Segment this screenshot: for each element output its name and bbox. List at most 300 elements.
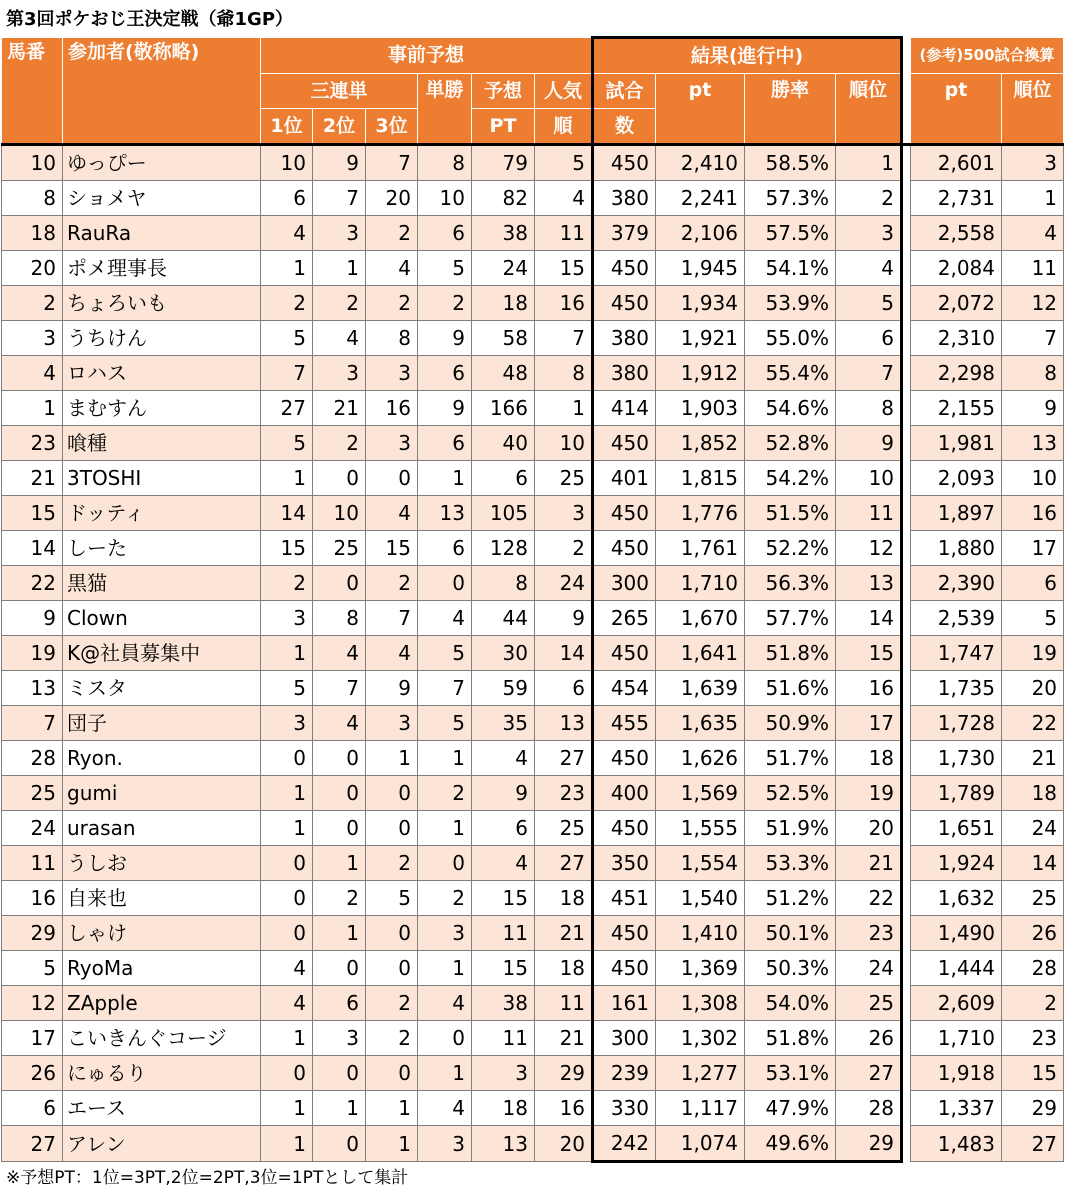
cell-trifecta-3: 2 (366, 566, 418, 601)
cell-win-rate: 51.5% (745, 496, 836, 531)
cell-popularity: 3 (535, 496, 593, 531)
cell-gap (902, 916, 911, 951)
cell-gap (902, 636, 911, 671)
cell-trifecta-3: 2 (366, 286, 418, 321)
cell-name: ドッティ (63, 496, 261, 531)
cell-gap (902, 426, 911, 461)
cell-num: 20 (2, 251, 63, 286)
cell-win-rate: 54.2% (745, 461, 836, 496)
cell-games: 380 (593, 181, 656, 216)
cell-ref-rank: 13 (1002, 426, 1064, 461)
cell-name: RyoMa (63, 951, 261, 986)
table-row (2, 741, 1064, 776)
cell-popularity: 10 (535, 426, 593, 461)
cell-num: 1 (2, 391, 63, 426)
cell-result-pt: 1,639 (656, 671, 745, 706)
cell-trifecta-2: 8 (313, 601, 366, 636)
cell-rank: 12 (836, 531, 902, 566)
header-gap (902, 38, 911, 145)
header-result: 結果(進行中) (593, 38, 902, 74)
cell-ref-pt: 2,310 (911, 321, 1002, 356)
cell-forecast-pt: 8 (472, 566, 535, 601)
cell-trifecta-2: 10 (313, 496, 366, 531)
cell-ref-rank: 23 (1002, 1021, 1064, 1056)
cell-trifecta-3: 2 (366, 846, 418, 881)
cell-trifecta-1: 1 (261, 776, 313, 811)
cell-win-rate: 49.6% (745, 1126, 836, 1162)
cell-gap (902, 846, 911, 881)
cell-name: Ryon. (63, 741, 261, 776)
cell-trifecta-1: 4 (261, 951, 313, 986)
cell-num: 6 (2, 1091, 63, 1126)
table-row (2, 391, 1064, 426)
cell-trifecta-3: 0 (366, 951, 418, 986)
cell-forecast-pt: 6 (472, 811, 535, 846)
cell-ref-pt: 2,731 (911, 181, 1002, 216)
cell-forecast-pt: 15 (472, 951, 535, 986)
cell-rank: 10 (836, 461, 902, 496)
cell-forecast-pt: 4 (472, 846, 535, 881)
header-games-bottom: 数 (593, 109, 656, 145)
cell-forecast-pt: 6 (472, 461, 535, 496)
cell-name: ゆっぴー (63, 145, 261, 181)
cell-ref-rank: 25 (1002, 881, 1064, 916)
cell-trifecta-2: 7 (313, 181, 366, 216)
cell-games: 450 (593, 741, 656, 776)
cell-trifecta-2: 2 (313, 286, 366, 321)
cell-popularity: 16 (535, 1091, 593, 1126)
cell-num: 17 (2, 1021, 63, 1056)
table-row (2, 601, 1064, 636)
cell-gap (902, 706, 911, 741)
cell-popularity: 27 (535, 846, 593, 881)
cell-ref-pt: 1,490 (911, 916, 1002, 951)
cell-trifecta-3: 0 (366, 1056, 418, 1091)
cell-gap (902, 811, 911, 846)
cell-games: 454 (593, 671, 656, 706)
cell-popularity: 24 (535, 566, 593, 601)
cell-rank: 4 (836, 251, 902, 286)
cell-gap (902, 216, 911, 251)
cell-name: まむすん (63, 391, 261, 426)
cell-result-pt: 1,852 (656, 426, 745, 461)
cell-win: 1 (418, 461, 472, 496)
cell-ref-pt: 1,735 (911, 671, 1002, 706)
cell-trifecta-2: 4 (313, 321, 366, 356)
cell-trifecta-1: 0 (261, 741, 313, 776)
cell-num: 7 (2, 706, 63, 741)
cell-popularity: 18 (535, 881, 593, 916)
table-row (2, 1021, 1064, 1056)
cell-trifecta-2: 3 (313, 1021, 366, 1056)
cell-win: 5 (418, 706, 472, 741)
cell-win-rate: 53.1% (745, 1056, 836, 1091)
cell-result-pt: 1,710 (656, 566, 745, 601)
cell-rank: 3 (836, 216, 902, 251)
cell-trifecta-1: 3 (261, 706, 313, 741)
cell-rank: 24 (836, 951, 902, 986)
cell-forecast-pt: 40 (472, 426, 535, 461)
cell-trifecta-2: 1 (313, 916, 366, 951)
cell-games: 455 (593, 706, 656, 741)
cell-name: 自来也 (63, 881, 261, 916)
cell-ref-rank: 28 (1002, 951, 1064, 986)
header-p1: 1位 (261, 109, 313, 145)
cell-trifecta-3: 0 (366, 461, 418, 496)
cell-win-rate: 52.8% (745, 426, 836, 461)
cell-games: 450 (593, 636, 656, 671)
cell-ref-pt: 1,632 (911, 881, 1002, 916)
cell-win-rate: 51.8% (745, 1021, 836, 1056)
cell-ref-rank: 29 (1002, 1091, 1064, 1126)
table-row (2, 286, 1064, 321)
cell-trifecta-2: 2 (313, 426, 366, 461)
cell-popularity: 20 (535, 1126, 593, 1162)
cell-gap (902, 496, 911, 531)
table-row (2, 426, 1064, 461)
header-pt: pt (656, 74, 745, 145)
cell-trifecta-2: 0 (313, 741, 366, 776)
cell-ref-pt: 1,981 (911, 426, 1002, 461)
header-num: 馬番 (2, 38, 63, 145)
cell-win: 0 (418, 566, 472, 601)
cell-num: 11 (2, 846, 63, 881)
cell-trifecta-1: 27 (261, 391, 313, 426)
cell-popularity: 1 (535, 391, 593, 426)
cell-trifecta-3: 0 (366, 916, 418, 951)
cell-num: 4 (2, 356, 63, 391)
cell-ref-rank: 4 (1002, 216, 1064, 251)
cell-games: 400 (593, 776, 656, 811)
cell-popularity: 25 (535, 461, 593, 496)
cell-result-pt: 1,635 (656, 706, 745, 741)
cell-result-pt: 1,302 (656, 1021, 745, 1056)
cell-rank: 1 (836, 145, 902, 181)
cell-games: 450 (593, 286, 656, 321)
table-row (2, 1091, 1064, 1126)
cell-name: うちけん (63, 321, 261, 356)
cell-win: 13 (418, 496, 472, 531)
cell-result-pt: 1,815 (656, 461, 745, 496)
cell-trifecta-2: 4 (313, 706, 366, 741)
cell-num: 5 (2, 951, 63, 986)
cell-result-pt: 1,540 (656, 881, 745, 916)
cell-popularity: 9 (535, 601, 593, 636)
cell-trifecta-3: 20 (366, 181, 418, 216)
cell-popularity: 13 (535, 706, 593, 741)
cell-trifecta-2: 3 (313, 356, 366, 391)
cell-trifecta-2: 25 (313, 531, 366, 566)
header-games-top: 試合 (593, 74, 656, 109)
cell-ref-rank: 5 (1002, 601, 1064, 636)
cell-rank: 9 (836, 426, 902, 461)
cell-trifecta-1: 2 (261, 286, 313, 321)
cell-num: 29 (2, 916, 63, 951)
cell-games: 380 (593, 356, 656, 391)
table-row (2, 356, 1064, 391)
cell-games: 161 (593, 986, 656, 1021)
cell-name: ZApple (63, 986, 261, 1021)
cell-trifecta-1: 0 (261, 1056, 313, 1091)
cell-win: 7 (418, 671, 472, 706)
cell-ref-pt: 1,789 (911, 776, 1002, 811)
cell-trifecta-3: 0 (366, 811, 418, 846)
cell-win-rate: 54.0% (745, 986, 836, 1021)
cell-num: 13 (2, 671, 63, 706)
cell-win-rate: 52.2% (745, 531, 836, 566)
cell-trifecta-1: 0 (261, 916, 313, 951)
cell-gap (902, 671, 911, 706)
cell-name: アレン (63, 1126, 261, 1162)
cell-trifecta-2: 3 (313, 216, 366, 251)
cell-win-rate: 58.5% (745, 145, 836, 181)
cell-forecast-pt: 79 (472, 145, 535, 181)
cell-win: 1 (418, 1056, 472, 1091)
standings-table (1, 36, 1064, 1163)
cell-win-rate: 54.1% (745, 251, 836, 286)
cell-rank: 11 (836, 496, 902, 531)
cell-popularity: 2 (535, 531, 593, 566)
cell-games: 450 (593, 496, 656, 531)
cell-name: gumi (63, 776, 261, 811)
cell-num: 22 (2, 566, 63, 601)
cell-forecast-pt: 59 (472, 671, 535, 706)
cell-win-rate: 55.4% (745, 356, 836, 391)
cell-rank: 25 (836, 986, 902, 1021)
cell-win-rate: 53.9% (745, 286, 836, 321)
table-row (2, 811, 1064, 846)
cell-num: 2 (2, 286, 63, 321)
cell-trifecta-2: 0 (313, 811, 366, 846)
cell-win-rate: 51.2% (745, 881, 836, 916)
cell-num: 23 (2, 426, 63, 461)
cell-forecast-pt: 18 (472, 286, 535, 321)
cell-popularity: 11 (535, 986, 593, 1021)
cell-ref-rank: 10 (1002, 461, 1064, 496)
footnote: ※予想PT：1位=3PT,2位=2PT,3位=1PTとして集計 (6, 1168, 409, 1188)
cell-trifecta-1: 2 (261, 566, 313, 601)
cell-trifecta-2: 21 (313, 391, 366, 426)
cell-trifecta-1: 3 (261, 601, 313, 636)
cell-trifecta-2: 2 (313, 881, 366, 916)
cell-games: 300 (593, 1021, 656, 1056)
cell-num: 10 (2, 145, 63, 181)
cell-win-rate: 55.0% (745, 321, 836, 356)
table-row (2, 216, 1064, 251)
cell-ref-rank: 9 (1002, 391, 1064, 426)
cell-games: 242 (593, 1126, 656, 1162)
cell-trifecta-1: 1 (261, 461, 313, 496)
cell-forecast-pt: 11 (472, 1021, 535, 1056)
cell-win: 4 (418, 986, 472, 1021)
cell-ref-rank: 21 (1002, 741, 1064, 776)
cell-gap (902, 1126, 911, 1162)
cell-win: 5 (418, 636, 472, 671)
cell-win: 8 (418, 145, 472, 181)
cell-trifecta-2: 0 (313, 951, 366, 986)
table-row (2, 916, 1064, 951)
cell-ref-rank: 12 (1002, 286, 1064, 321)
cell-win-rate: 57.5% (745, 216, 836, 251)
cell-forecast-pt: 48 (472, 356, 535, 391)
cell-result-pt: 1,945 (656, 251, 745, 286)
cell-trifecta-1: 0 (261, 846, 313, 881)
cell-ref-rank: 7 (1002, 321, 1064, 356)
cell-ref-pt: 2,084 (911, 251, 1002, 286)
cell-ref-rank: 24 (1002, 811, 1064, 846)
cell-trifecta-2: 1 (313, 1091, 366, 1126)
table-row (2, 566, 1064, 601)
cell-rank: 5 (836, 286, 902, 321)
cell-result-pt: 1,569 (656, 776, 745, 811)
cell-win: 6 (418, 356, 472, 391)
cell-result-pt: 1,934 (656, 286, 745, 321)
cell-name: 喰種 (63, 426, 261, 461)
cell-games: 450 (593, 426, 656, 461)
cell-games: 450 (593, 951, 656, 986)
cell-win: 6 (418, 216, 472, 251)
header-ref-rank: 順位 (1002, 74, 1064, 145)
cell-rank: 8 (836, 391, 902, 426)
cell-ref-rank: 3 (1002, 145, 1064, 181)
cell-rank: 20 (836, 811, 902, 846)
cell-ref-pt: 1,337 (911, 1091, 1002, 1126)
cell-popularity: 5 (535, 145, 593, 181)
cell-popularity: 6 (535, 671, 593, 706)
cell-num: 8 (2, 181, 63, 216)
cell-win-rate: 51.8% (745, 636, 836, 671)
cell-result-pt: 1,308 (656, 986, 745, 1021)
cell-trifecta-3: 16 (366, 391, 418, 426)
cell-result-pt: 1,410 (656, 916, 745, 951)
cell-trifecta-2: 0 (313, 1056, 366, 1091)
cell-result-pt: 1,912 (656, 356, 745, 391)
header-win-rate: 勝率 (745, 74, 836, 145)
cell-ref-rank: 14 (1002, 846, 1064, 881)
cell-trifecta-3: 7 (366, 145, 418, 181)
cell-ref-rank: 27 (1002, 1126, 1064, 1162)
cell-ref-rank: 18 (1002, 776, 1064, 811)
cell-win-rate: 53.3% (745, 846, 836, 881)
cell-ref-pt: 1,924 (911, 846, 1002, 881)
cell-trifecta-1: 6 (261, 181, 313, 216)
table-row (2, 321, 1064, 356)
cell-trifecta-2: 0 (313, 1126, 366, 1162)
cell-win-rate: 50.9% (745, 706, 836, 741)
cell-result-pt: 1,903 (656, 391, 745, 426)
table-row (2, 251, 1064, 286)
cell-trifecta-3: 1 (366, 1091, 418, 1126)
cell-win: 0 (418, 1021, 472, 1056)
cell-result-pt: 1,117 (656, 1091, 745, 1126)
cell-trifecta-1: 1 (261, 251, 313, 286)
cell-trifecta-2: 4 (313, 636, 366, 671)
cell-name: K@社員募集中 (63, 636, 261, 671)
cell-gap (902, 461, 911, 496)
cell-win: 4 (418, 1091, 472, 1126)
cell-forecast-pt: 24 (472, 251, 535, 286)
cell-name: Clown (63, 601, 261, 636)
page-title: 第3回ポケおじ王決定戦（爺1GP） (6, 9, 294, 30)
cell-games: 450 (593, 811, 656, 846)
cell-num: 28 (2, 741, 63, 776)
cell-result-pt: 1,277 (656, 1056, 745, 1091)
cell-ref-pt: 1,651 (911, 811, 1002, 846)
cell-result-pt: 1,776 (656, 496, 745, 531)
cell-forecast-pt: 9 (472, 776, 535, 811)
table-row (2, 846, 1064, 881)
cell-gap (902, 951, 911, 986)
header-reference: (参考)500試合換算 (911, 38, 1064, 74)
cell-trifecta-1: 1 (261, 1091, 313, 1126)
cell-forecast-pt: 13 (472, 1126, 535, 1162)
cell-name: urasan (63, 811, 261, 846)
cell-popularity: 14 (535, 636, 593, 671)
cell-num: 3 (2, 321, 63, 356)
cell-games: 450 (593, 531, 656, 566)
cell-num: 16 (2, 881, 63, 916)
cell-forecast-pt: 82 (472, 181, 535, 216)
cell-games: 330 (593, 1091, 656, 1126)
cell-win-rate: 50.3% (745, 951, 836, 986)
cell-win-rate: 54.6% (745, 391, 836, 426)
cell-num: 15 (2, 496, 63, 531)
table-row (2, 531, 1064, 566)
cell-trifecta-1: 1 (261, 1126, 313, 1162)
cell-popularity: 29 (535, 1056, 593, 1091)
cell-rank: 19 (836, 776, 902, 811)
cell-num: 14 (2, 531, 63, 566)
header-p3: 3位 (366, 109, 418, 145)
cell-win: 1 (418, 951, 472, 986)
cell-forecast-pt: 38 (472, 986, 535, 1021)
cell-name: ミスタ (63, 671, 261, 706)
cell-forecast-pt: 38 (472, 216, 535, 251)
cell-trifecta-3: 2 (366, 216, 418, 251)
cell-ref-pt: 1,918 (911, 1056, 1002, 1091)
cell-trifecta-1: 5 (261, 426, 313, 461)
cell-gap (902, 321, 911, 356)
cell-ref-pt: 2,390 (911, 566, 1002, 601)
table-row (2, 461, 1064, 496)
cell-gap (902, 881, 911, 916)
cell-gap (902, 1056, 911, 1091)
cell-forecast-pt: 18 (472, 1091, 535, 1126)
cell-ref-pt: 1,728 (911, 706, 1002, 741)
cell-trifecta-3: 4 (366, 496, 418, 531)
cell-win-rate: 57.7% (745, 601, 836, 636)
cell-games: 265 (593, 601, 656, 636)
cell-result-pt: 1,670 (656, 601, 745, 636)
cell-trifecta-3: 2 (366, 986, 418, 1021)
cell-num: 12 (2, 986, 63, 1021)
cell-ref-pt: 1,747 (911, 636, 1002, 671)
cell-games: 401 (593, 461, 656, 496)
cell-ref-pt: 2,072 (911, 286, 1002, 321)
cell-num: 18 (2, 216, 63, 251)
cell-rank: 13 (836, 566, 902, 601)
cell-trifecta-3: 7 (366, 601, 418, 636)
cell-result-pt: 2,410 (656, 145, 745, 181)
cell-ref-pt: 2,609 (911, 986, 1002, 1021)
cell-name: 団子 (63, 706, 261, 741)
cell-name: しゃけ (63, 916, 261, 951)
cell-rank: 17 (836, 706, 902, 741)
cell-trifecta-1: 5 (261, 321, 313, 356)
cell-name: ちょろいも (63, 286, 261, 321)
cell-win-rate: 57.3% (745, 181, 836, 216)
cell-trifecta-3: 3 (366, 706, 418, 741)
